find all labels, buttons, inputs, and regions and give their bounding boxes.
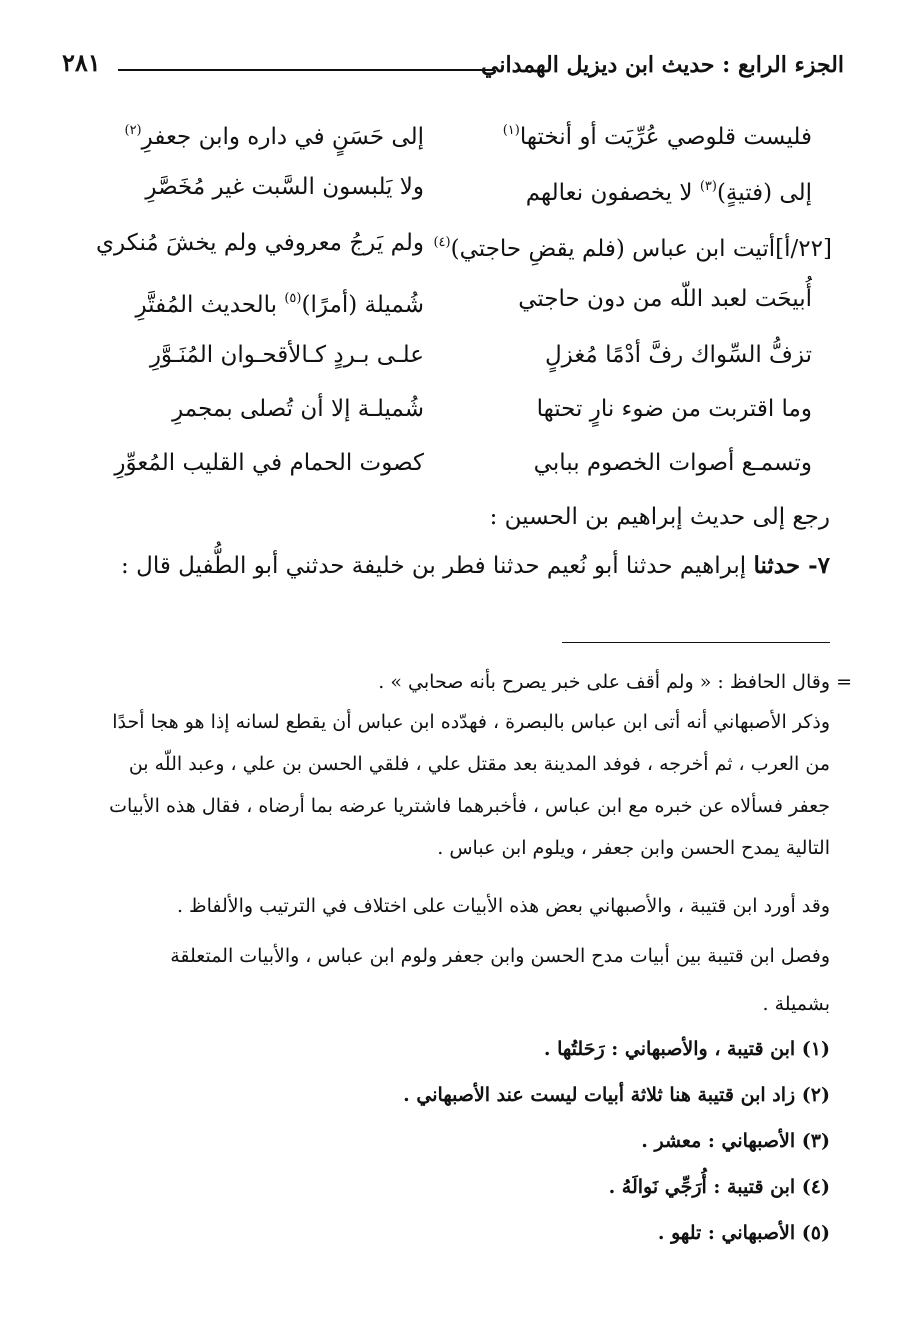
hadith-heading: ٧- حدثنا xyxy=(753,552,830,579)
continuation-mark: = xyxy=(836,671,852,693)
hadith-line xyxy=(121,552,830,579)
verse-2-second-hemistich: ولا يَلبسون السَّبت غير مُخَصَّرِ xyxy=(145,174,424,200)
note-line-7: وفصل ابن قتيبة بين أبيات مدح الحسن وابن جعفر ولوم ابن عباس ، والأبيات المتعلقة xyxy=(170,945,830,967)
verse-1-first-hemistich: فليست قلوصي عُرِّيَت أو أنختها$^{(١)}$ xyxy=(502,123,812,150)
running-title: الجزء الرابع : حديث ابن ديزيل الهمداني xyxy=(481,52,844,78)
return-line: رجع إلى حديث إبراهيم بن الحسين : xyxy=(489,504,830,530)
verse-2-first-hemistich: إلى (فتيةٍ)$^{(٣)}$ لا يخصفون نعالهم xyxy=(525,179,812,206)
verse-4-first-hemistich: أُبيحَت لعبد اللّه من دون حاجتي xyxy=(518,286,812,312)
verse-3-first-hemistich: [٢٢/أ]أتيت ابن عباس (فلم يقضِ حاجتي)$^{(٤)}$ xyxy=(433,235,832,262)
verse-5-first-hemistich: تزفُّ السِّواك رفَّ أدْمًا مُغزلٍ xyxy=(544,342,812,368)
verse-3-second-hemistich: ولم يَرجُ معروفي ولم يخشَ مُنكري xyxy=(96,230,424,256)
note-line-1: = وقال الحافظ : « ولم أقف على خبر يصرح بأنه صحابي » . xyxy=(54,668,830,696)
note-line-4: جعفر فسألاه عن خبره مع ابن عباس ، فأخبرهما فاشتريا عرضه بما أرضاه ، فقال هذه الأبيات xyxy=(109,795,830,817)
note-line-3: من العرب ، ثم أخرجه ، فوفد المدينة بعد مقتل علي ، فلقي الحسن بن علي ، وعبد اللّه بن xyxy=(128,753,830,775)
verse-6-first-hemistich: وما اقتربت من ضوء نارٍ تحتها xyxy=(536,396,812,422)
verse-6-second-hemistich: شُميلـة إلا أن تُصلى بمجمرِ xyxy=(172,396,424,422)
note-line-8: بشميلة . xyxy=(762,993,830,1015)
verse-4-second-hemistich: شُميلة (أمرًا)$^{(٥)}$ بالحديث المُفتَّرِ xyxy=(135,291,424,318)
verse-7-second-hemistich: كصوت الحمام في القليب المُعوِّرِ xyxy=(114,450,424,476)
note-line-5: التالية يمدح الحسن وابن جعفر ، ويلوم ابن عباس . xyxy=(437,837,830,859)
page-number: ٢٨١ xyxy=(62,48,101,77)
note-line-2: وذكر الأصبهاني أنه أتى ابن عباس بالبصرة ، فهدّده ابن عباس أن يقطع لسانه إذا هو هجا أحدًا xyxy=(112,711,830,733)
footnote-2: (٢) زاد ابن قتيبة هنا ثلاثة أبيات ليست عند الأصبهاني . xyxy=(403,1084,830,1106)
footnote-1: (١) ابن قتيبة ، والأصبهاني : رَحَلتُها . xyxy=(543,1038,830,1060)
footnote-5: (٥) الأصبهاني : تلهو . xyxy=(657,1222,830,1244)
footnote-3: (٣) الأصبهاني : معشر . xyxy=(641,1130,830,1152)
header-rule xyxy=(118,69,494,71)
note-line-6: وقد أورد ابن قتيبة ، والأصبهاني بعض هذه الأبيات على اختلاف في الترتيب والألفاظ . xyxy=(176,895,830,917)
verse-1-second-hemistich: إلى حَسَنٍ في داره وابن جعفرِ$^{(٢)}$ xyxy=(124,123,424,150)
verse-5-second-hemistich: علـى بـردٍ كـالأقحـوان المُنَـوَّرِ xyxy=(149,342,424,368)
folio-marker: [٢٢/أ] xyxy=(775,236,832,262)
footnote-4: (٤) ابن قتيبة : أُرَجِّي نَوالَهُ . xyxy=(608,1176,830,1198)
hadith-text: إبراهيم حدثنا أبو نُعيم حدثنا فطر بن خليفة حدثني أبو الطُّفيل قال : xyxy=(121,553,754,579)
footnote-separator xyxy=(562,642,830,643)
verse-7-first-hemistich: وتسمـع أصوات الخصوم ببابي xyxy=(533,450,812,476)
